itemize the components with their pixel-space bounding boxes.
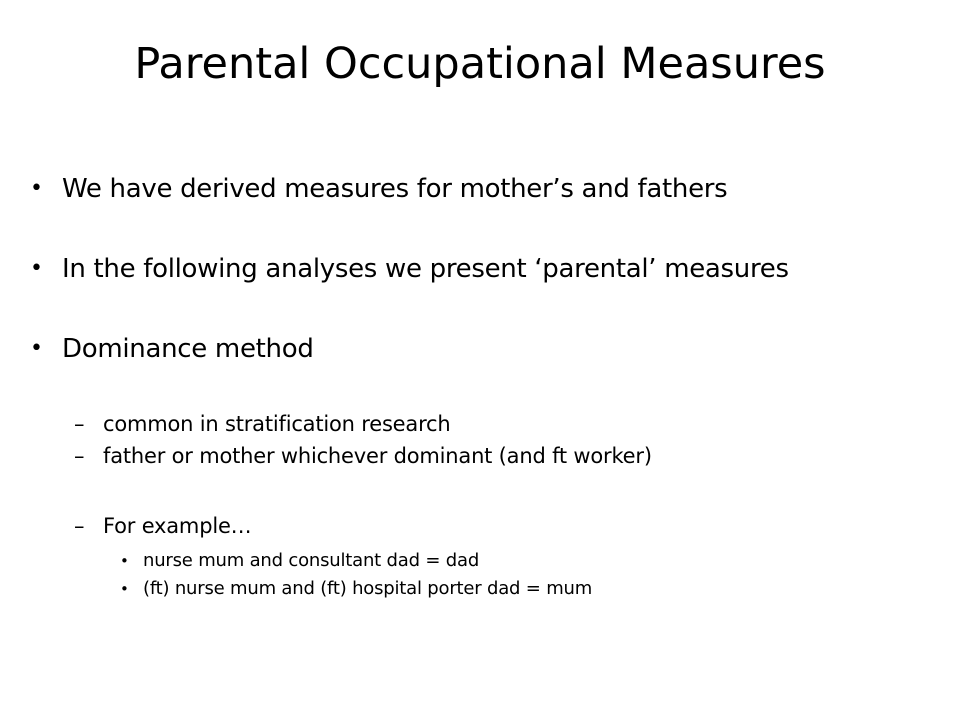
bullet-text: In the following analyses we present ‘parental’ measures: [62, 254, 789, 284]
slide-title: Parental Occupational Measures: [134, 39, 826, 89]
bullet-icon: •: [30, 336, 43, 361]
bullet-icon: •: [30, 256, 43, 281]
bullet-text: We have derived measures for mother’s and fathers: [62, 174, 728, 204]
bullet-text: Dominance method: [62, 334, 314, 364]
dash-icon: –: [74, 514, 85, 538]
subpoint-text: father or mother whichever dominant (and ft worker): [103, 444, 652, 468]
bullet-icon: •: [120, 552, 129, 570]
example-text: (ft) nurse mum and (ft) hospital porter dad = mum: [143, 578, 593, 599]
dash-icon: –: [74, 444, 85, 468]
example-text: nurse mum and consultant dad = dad: [143, 550, 480, 571]
bullet-icon: •: [30, 176, 43, 201]
dash-icon: –: [74, 412, 85, 436]
subpoint-text: For example…: [103, 514, 252, 538]
subpoint-text: common in stratification research: [103, 412, 451, 436]
bullet-icon: •: [120, 580, 129, 598]
